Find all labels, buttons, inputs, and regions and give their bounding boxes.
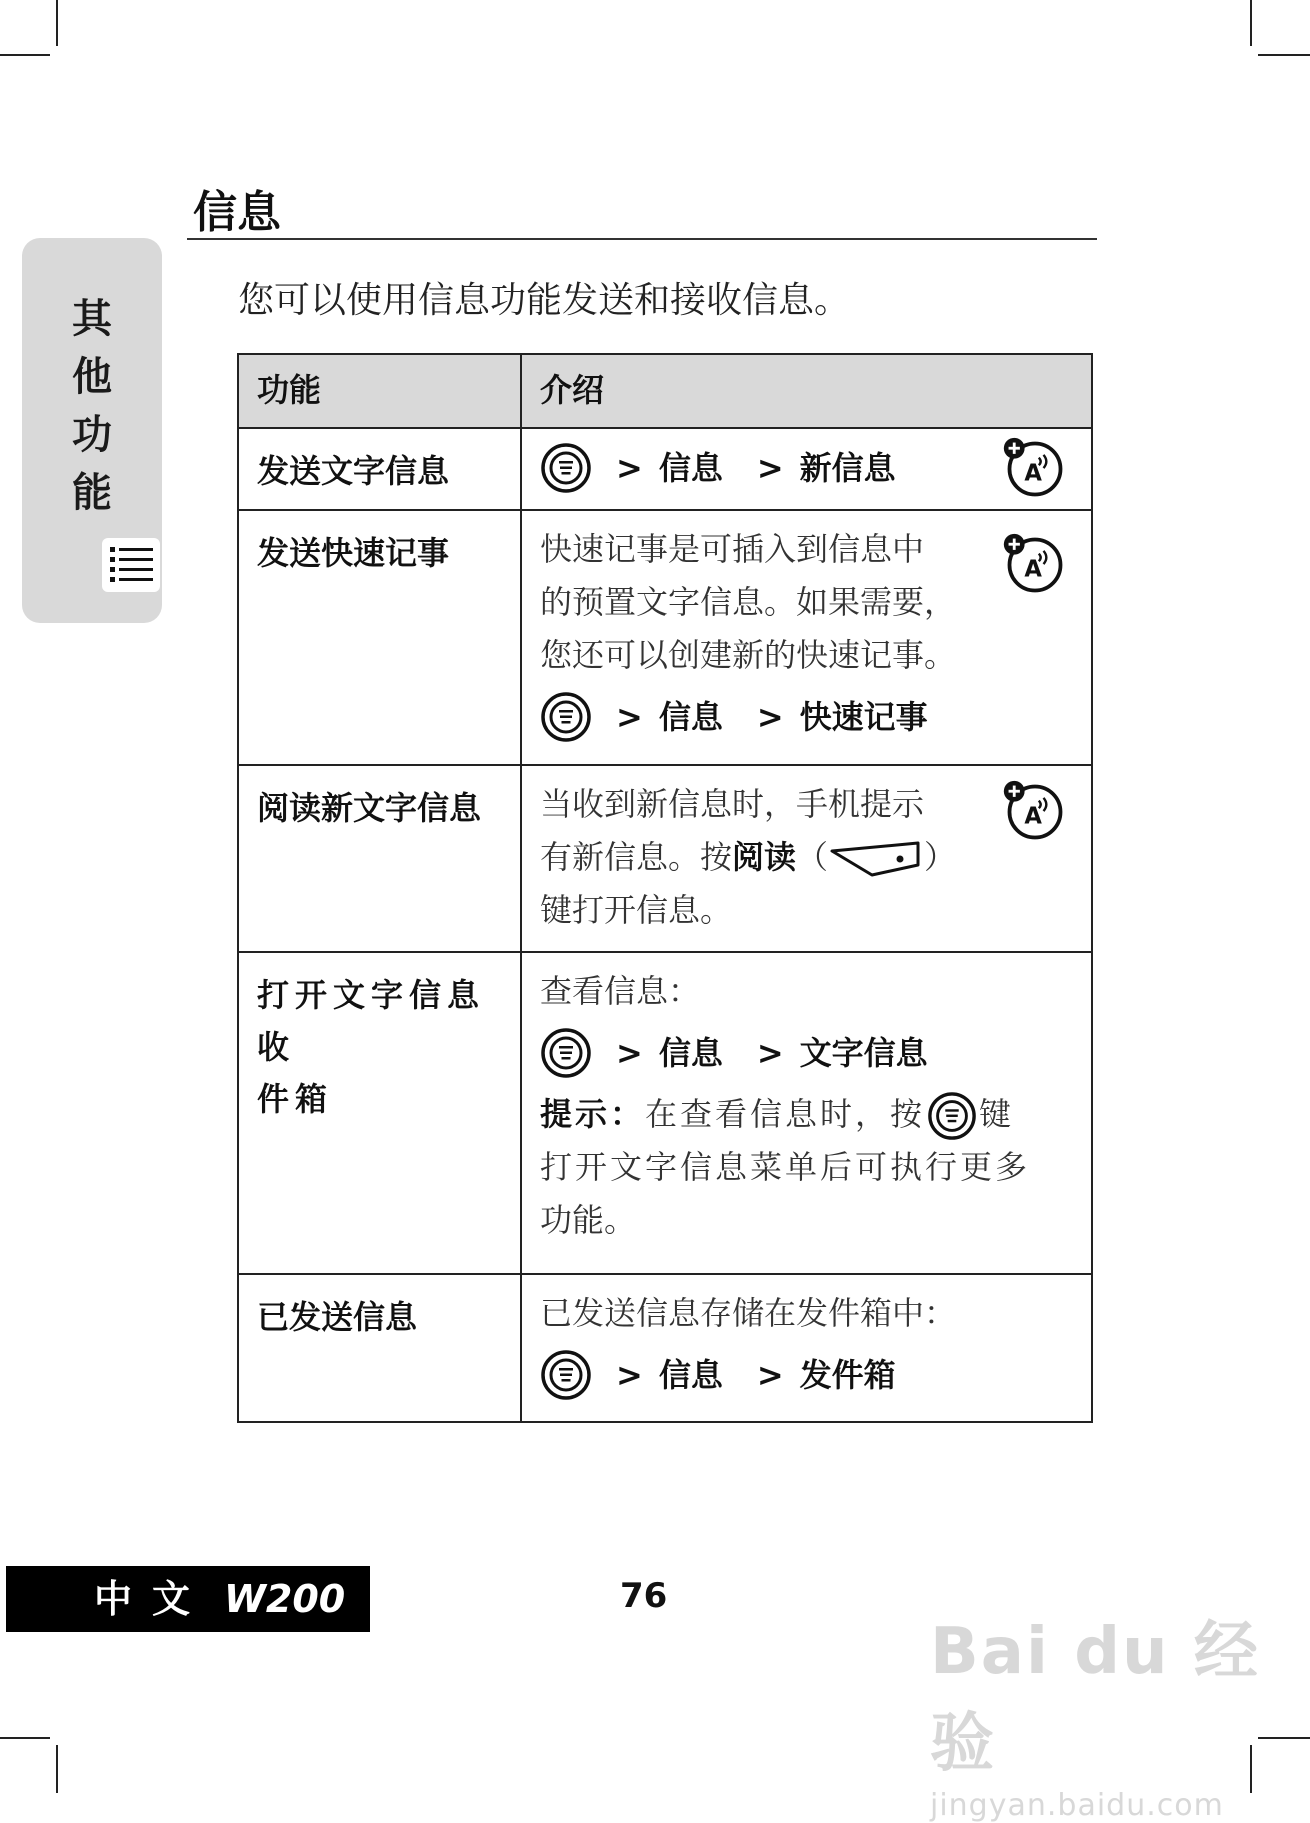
function-cell (238, 1274, 521, 1422)
path-item: 信息 (658, 1033, 723, 1072)
path-separator: > (756, 1033, 784, 1072)
path-item: 新信息 (799, 448, 896, 487)
read-softkey-label: 阅读 (732, 838, 797, 876)
menu-key-icon (540, 442, 592, 494)
tip-line: 打开文字信息菜单后可执行更多 (540, 1148, 1031, 1186)
table-row (238, 952, 1092, 1274)
network-feature-icon (1001, 778, 1069, 846)
table-row (238, 428, 1092, 510)
crop-mark (1258, 54, 1310, 56)
path-separator: > (756, 697, 784, 736)
right-softkey-icon (828, 841, 924, 877)
description-line: 当收到新信息时，手机提示 (540, 785, 925, 823)
function-cell (238, 510, 521, 765)
path-item: 发件箱 (799, 1355, 896, 1394)
language-label: 中文 (94, 1577, 211, 1621)
function-label: 件箱 (257, 1080, 334, 1118)
path-item: 信息 (658, 697, 723, 736)
function-cell (238, 765, 521, 952)
crop-mark (0, 54, 50, 56)
description-line (540, 831, 1077, 884)
page-number: 76 (620, 1576, 668, 1616)
menu-key-icon (540, 1349, 592, 1401)
path-separator: > (616, 1033, 643, 1072)
column-header-description: 介绍 (521, 354, 1092, 428)
path-separator: > (756, 1355, 784, 1394)
intro-text: 您可以使用信息功能发送和接收信息。 (238, 280, 851, 321)
description-cell (521, 765, 1092, 952)
description-cell (521, 510, 1092, 765)
function-label: 已发送信息 (257, 1298, 418, 1336)
description-line: 的预置文字信息。如果需要， (540, 583, 957, 621)
path-item: 信息 (658, 448, 723, 487)
watermark (930, 1600, 1310, 1823)
watermark-brand: Bai du 经验 (930, 1615, 1260, 1781)
description-cell (521, 1274, 1092, 1422)
network-feature-icon (1001, 531, 1069, 599)
model-label: W200 (224, 1577, 346, 1621)
path-item: 快速记事 (799, 697, 928, 736)
network-feature-icon (1001, 435, 1069, 503)
chapter-tab-label: 其他功能 (72, 295, 112, 516)
path-separator: > (616, 448, 643, 487)
crop-mark (56, 1745, 58, 1793)
watermark-url: jingyan.baidu.com (930, 1788, 1224, 1823)
menu-path (540, 1340, 1077, 1410)
crop-mark (56, 0, 58, 46)
description-line: 您还可以创建新的快速记事。 (540, 636, 957, 674)
function-label: 阅读新文字信息 (257, 789, 482, 827)
tip-line: 功能。 (540, 1201, 637, 1239)
table-row (238, 765, 1092, 952)
menu-path (540, 433, 1077, 503)
paren-close: ） (924, 838, 957, 876)
function-label: 发送文字信息 (257, 452, 450, 490)
path-separator: > (756, 448, 784, 487)
column-header-function: 功能 (238, 354, 521, 428)
crop-mark (0, 1737, 50, 1739)
menu-key-icon (540, 1027, 592, 1079)
tip-text: 在查看信息时，按 (645, 1095, 926, 1133)
table-row (238, 1274, 1092, 1422)
tip-text: 键 (979, 1095, 1015, 1133)
function-cell (238, 952, 521, 1274)
menu-key-icon (927, 1091, 977, 1141)
feature-table (237, 353, 1093, 1423)
page-title: 信息 (193, 187, 281, 238)
description-line: 已发送信息存储在发件箱中： (540, 1294, 957, 1332)
menu-path (540, 1018, 1077, 1088)
chapter-tab (22, 238, 162, 623)
tip-label: 提示： (540, 1095, 646, 1133)
language-model-badge (6, 1566, 370, 1632)
path-separator: > (616, 1355, 643, 1394)
list-icon (102, 538, 160, 592)
title-divider (187, 238, 1097, 240)
menu-key-icon (540, 691, 592, 743)
table-row (238, 510, 1092, 765)
crop-mark (1250, 0, 1252, 46)
path-item: 信息 (658, 1355, 723, 1394)
path-separator: > (616, 697, 643, 736)
table-header-row (238, 354, 1092, 428)
description-line: 键打开信息。 (540, 891, 733, 929)
function-label: 打开文字信息收 (257, 976, 486, 1066)
function-label: 发送快速记事 (257, 534, 450, 572)
function-cell (238, 428, 521, 510)
description-cell (521, 428, 1092, 510)
description-cell (521, 952, 1092, 1274)
menu-path (540, 682, 1077, 752)
description-line: 快速记事是可插入到信息中 (540, 530, 925, 568)
path-item: 文字信息 (799, 1033, 928, 1072)
tip-line (540, 1088, 1077, 1141)
description-text: 有新信息。按 (540, 838, 733, 876)
description-line: 查看信息： (540, 972, 701, 1010)
paren-open: （ (796, 838, 829, 876)
